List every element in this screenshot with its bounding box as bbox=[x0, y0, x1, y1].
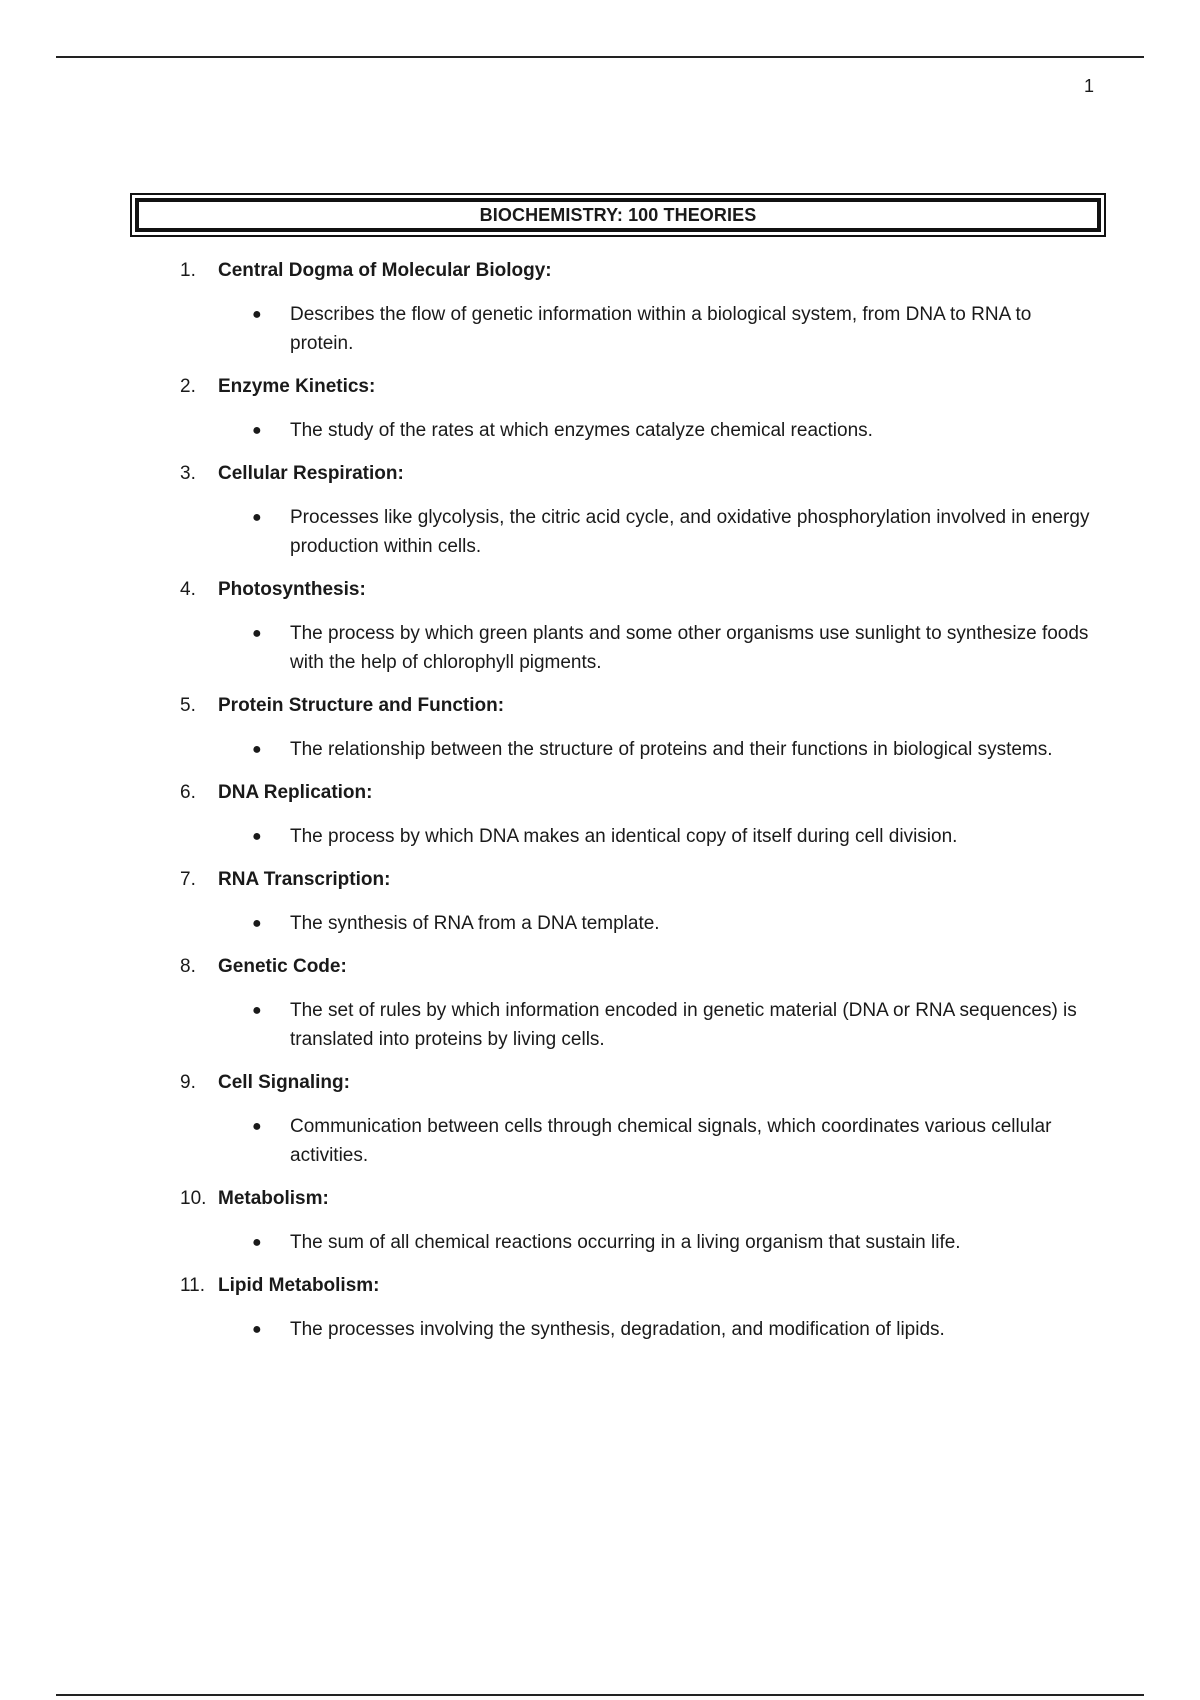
theory-item bbox=[180, 1271, 1080, 1344]
theory-detail bbox=[252, 1112, 1090, 1170]
theory-number: 8. bbox=[180, 956, 196, 977]
theory-heading bbox=[180, 459, 1080, 489]
theory-item bbox=[180, 1068, 1080, 1170]
theory-detail-text: The synthesis of RNA from a DNA template. bbox=[290, 913, 660, 934]
theory-heading bbox=[180, 952, 1080, 982]
theory-number: 4. bbox=[180, 579, 196, 600]
theory-item bbox=[180, 778, 1080, 851]
theory-title: RNA Transcription: bbox=[218, 869, 391, 890]
theory-number: 3. bbox=[180, 463, 196, 484]
page-number: 1 bbox=[1083, 76, 1094, 96]
theory-heading bbox=[180, 372, 1080, 402]
theory-detail-text: The sum of all chemical reactions occurring in a living organism that sustain life. bbox=[290, 1232, 961, 1253]
theory-title: Cellular Respiration: bbox=[218, 463, 404, 484]
theory-detail-text: The study of the rates at which enzymes catalyze chemical reactions. bbox=[290, 420, 873, 441]
bullet-icon: ● bbox=[252, 741, 262, 758]
theory-title: Cell Signaling: bbox=[218, 1072, 350, 1093]
bullet-icon: ● bbox=[252, 828, 262, 845]
theory-title: Metabolism: bbox=[218, 1188, 329, 1209]
theory-number: 2. bbox=[180, 376, 196, 397]
theory-detail-text: Processes like glycolysis, the citric acid cycle, and oxidative phosphorylation involved in energy production within cells. bbox=[290, 507, 1090, 557]
theory-title: Genetic Code: bbox=[218, 956, 347, 977]
theory-item bbox=[180, 1184, 1080, 1257]
theory-heading bbox=[180, 1068, 1080, 1098]
theory-title: Protein Structure and Function: bbox=[218, 695, 505, 716]
theory-heading bbox=[180, 865, 1080, 895]
theory-detail-text: Communication between cells through chemical signals, which coordinates various cellular activities. bbox=[290, 1116, 1052, 1166]
theory-heading bbox=[180, 256, 1080, 286]
theory-detail-text: Describes the flow of genetic information within a biological system, from DNA to RNA to protein. bbox=[290, 304, 1032, 354]
theory-title: DNA Replication: bbox=[218, 782, 373, 803]
theory-item bbox=[180, 256, 1080, 358]
theory-detail bbox=[252, 735, 1090, 764]
theory-detail-text: The process by which green plants and some other organisms use sunlight to synthesize foods with the help of chlorophyll pigments. bbox=[290, 623, 1089, 673]
theory-item bbox=[180, 691, 1080, 764]
theory-detail bbox=[252, 1315, 1090, 1344]
bullet-icon: ● bbox=[252, 625, 262, 642]
theory-detail bbox=[252, 822, 1090, 851]
theory-heading bbox=[180, 778, 1080, 808]
theory-detail bbox=[252, 909, 1090, 938]
bullet-icon: ● bbox=[252, 306, 262, 323]
theory-number: 9. bbox=[180, 1072, 196, 1093]
bullet-icon: ● bbox=[252, 422, 262, 439]
theory-title: Photosynthesis: bbox=[218, 579, 366, 600]
theory-detail-text: The relationship between the structure of proteins and their functions in biological systems. bbox=[290, 739, 1053, 760]
theory-number: 1. bbox=[180, 260, 196, 281]
theory-item bbox=[180, 575, 1089, 677]
theory-item bbox=[180, 865, 1080, 938]
bullet-icon: ● bbox=[252, 509, 262, 526]
theory-heading bbox=[180, 1184, 1080, 1214]
theory-heading bbox=[180, 575, 1080, 605]
theory-detail-text: The set of rules by which information encoded in genetic material (DNA or RNA sequences) is translated into proteins by living cells. bbox=[290, 1000, 1077, 1050]
theory-detail bbox=[252, 1228, 1090, 1257]
bullet-icon: ● bbox=[252, 1234, 262, 1251]
theory-item bbox=[180, 952, 1080, 1054]
theory-heading bbox=[180, 691, 1080, 721]
footer-rule bbox=[56, 1694, 1144, 1696]
theory-detail bbox=[252, 619, 1090, 677]
theory-item bbox=[180, 372, 1080, 445]
theory-number: 7. bbox=[180, 869, 196, 890]
page-title: BIOCHEMISTRY: 100 THEORIES bbox=[135, 198, 1101, 232]
theory-number: 5. bbox=[180, 695, 196, 716]
theory-detail bbox=[252, 503, 1090, 561]
theory-title: Central Dogma of Molecular Biology: bbox=[218, 260, 552, 281]
bullet-icon: ● bbox=[252, 1321, 262, 1338]
theory-number: 11. bbox=[180, 1275, 206, 1296]
theory-item bbox=[180, 459, 1090, 561]
theory-heading bbox=[180, 1271, 1080, 1301]
theory-list bbox=[180, 256, 1090, 1358]
bullet-icon: ● bbox=[252, 1002, 262, 1019]
bullet-icon: ● bbox=[252, 1118, 262, 1135]
theory-title: Lipid Metabolism: bbox=[218, 1275, 380, 1296]
title-box bbox=[130, 193, 1106, 237]
theory-title: Enzyme Kinetics: bbox=[218, 376, 376, 397]
theory-number: 10. bbox=[180, 1188, 207, 1209]
header-rule bbox=[56, 56, 1144, 58]
theory-detail-text: The processes involving the synthesis, degradation, and modification of lipids. bbox=[290, 1319, 945, 1340]
theory-detail bbox=[252, 416, 1090, 445]
theory-detail-text: The process by which DNA makes an identical copy of itself during cell division. bbox=[290, 826, 958, 847]
bullet-icon: ● bbox=[252, 915, 262, 932]
theory-detail bbox=[252, 300, 1090, 358]
theory-number: 6. bbox=[180, 782, 196, 803]
theory-detail bbox=[252, 996, 1090, 1054]
